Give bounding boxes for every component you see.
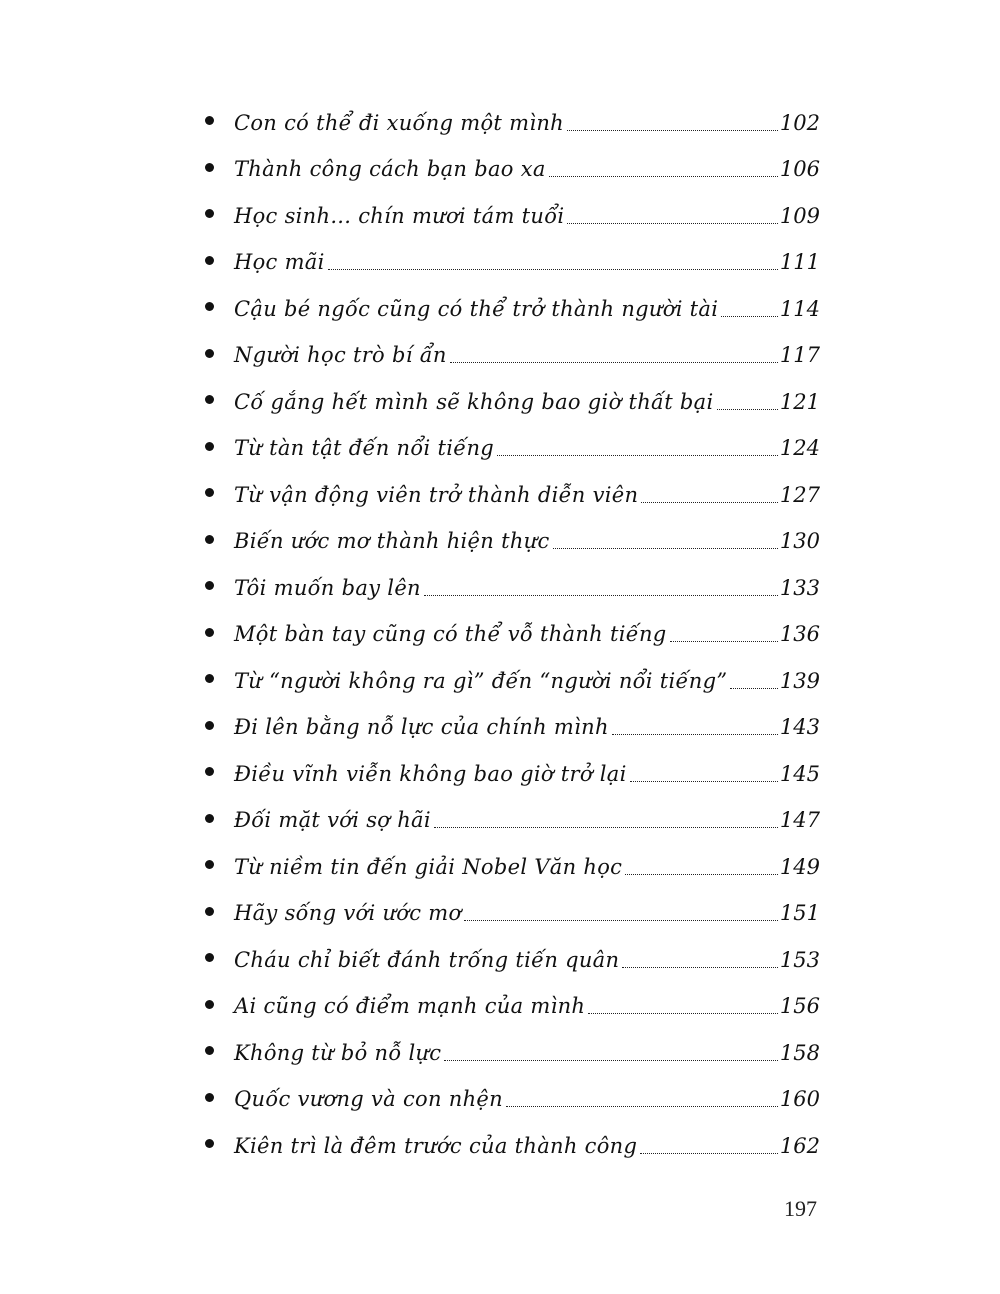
toc-entry-line <box>234 795 820 842</box>
bullet-icon <box>205 1093 214 1102</box>
toc-entry <box>200 1120 820 1167</box>
toc-entry-title: Thành công cách bạn bao xa <box>234 157 546 181</box>
dot-leader <box>553 548 778 549</box>
bullet-icon <box>205 488 214 497</box>
toc-entry-title: Biến ước mơ thành hiện thực <box>234 529 550 553</box>
bullet-icon <box>205 581 214 590</box>
toc-entry-page: 145 <box>779 761 820 786</box>
bullet-icon <box>205 767 214 776</box>
bullet-icon <box>205 349 214 358</box>
dot-leader <box>450 362 778 363</box>
page-number: 197 <box>784 1196 817 1221</box>
dot-leader <box>641 502 778 503</box>
toc-entry-line <box>234 841 820 888</box>
toc-entry <box>200 981 820 1028</box>
toc-entry-line <box>234 283 820 330</box>
toc-entry-title: Một bàn tay cũng có thể vỗ thành tiếng <box>234 622 667 646</box>
dot-leader <box>424 595 778 596</box>
bullet-icon <box>205 1139 214 1148</box>
toc-entry-title: Từ tàn tật đến nổi tiếng <box>234 436 495 460</box>
toc-entry-line <box>234 330 820 377</box>
bullet-icon <box>205 302 214 311</box>
toc-entry-page: 158 <box>779 1040 820 1065</box>
toc-entry-title: Tôi muốn bay lên <box>234 575 421 600</box>
dot-leader <box>567 130 778 131</box>
table-of-contents <box>200 97 820 1167</box>
bullet-icon <box>205 907 214 916</box>
toc-entry-title: Đối mặt với sợ hãi <box>234 808 431 832</box>
toc-entry <box>200 330 820 377</box>
bullet-icon <box>205 953 214 962</box>
toc-entry <box>200 562 820 609</box>
dot-leader <box>622 967 778 968</box>
bullet-icon <box>205 209 214 218</box>
toc-entry-title: Người học trò bí ẩn <box>234 343 447 367</box>
bullet-icon <box>205 256 214 265</box>
toc-entry-line <box>234 516 820 563</box>
toc-entry-line <box>234 423 820 470</box>
toc-entry <box>200 795 820 842</box>
dot-leader <box>588 1013 778 1014</box>
toc-entry <box>200 516 820 563</box>
dot-leader <box>630 781 778 782</box>
toc-entry-page: 136 <box>779 622 820 646</box>
toc-entry-title: Cố gắng hết mình sẽ không bao giờ thất bại <box>234 389 714 414</box>
toc-entry-title: Không từ bỏ nỗ lực <box>234 1040 442 1065</box>
toc-entry-line <box>234 934 820 981</box>
toc-entry-page: 111 <box>779 250 820 274</box>
dot-leader <box>721 316 778 317</box>
toc-entry-line <box>234 1074 820 1121</box>
toc-entry-title: Hãy sống với ước mơ <box>234 901 462 925</box>
bullet-icon <box>205 116 214 125</box>
toc-entry-title: Từ vận động viên trở thành diễn viên <box>234 482 639 507</box>
toc-entry <box>200 469 820 516</box>
toc-entry-page: 156 <box>779 994 820 1018</box>
bullet-icon <box>205 814 214 823</box>
bullet-icon <box>205 628 214 637</box>
toc-entry <box>200 609 820 656</box>
toc-entry-title: Điều vĩnh viễn không bao giờ trở lại <box>234 761 627 786</box>
toc-entry <box>200 934 820 981</box>
toc-entry-title: Cậu bé ngốc cũng có thể trở thành người tài <box>234 296 719 321</box>
toc-entry <box>200 1074 820 1121</box>
toc-entry-page: 117 <box>779 343 820 367</box>
toc-entry <box>200 841 820 888</box>
toc-entry-line <box>234 702 820 749</box>
toc-entry-page: 160 <box>779 1087 820 1111</box>
toc-entry-page: 139 <box>779 668 820 693</box>
toc-entry-page: 106 <box>779 157 820 181</box>
dot-leader <box>670 641 778 642</box>
toc-entry-line <box>234 144 820 191</box>
toc-entry-page: 102 <box>779 110 820 135</box>
toc-entry <box>200 144 820 191</box>
toc-entry-page: 124 <box>779 436 820 460</box>
toc-entry-line <box>234 237 820 284</box>
bullet-icon <box>205 163 214 172</box>
toc-entry-line <box>234 1120 820 1167</box>
toc-entry-page: 147 <box>779 808 820 832</box>
toc-entry-page: 121 <box>779 389 820 414</box>
toc-entry-page: 149 <box>779 854 820 879</box>
toc-entry <box>200 423 820 470</box>
toc-entry-line <box>234 97 820 144</box>
toc-entry <box>200 97 820 144</box>
toc-entry-page: 130 <box>779 529 820 553</box>
dot-leader <box>444 1060 778 1061</box>
toc-entry-line <box>234 655 820 702</box>
dot-leader <box>730 688 778 689</box>
toc-entry-page: 153 <box>779 947 820 972</box>
toc-entry-page: 114 <box>779 296 820 321</box>
toc-entry-title: Đi lên bằng nỗ lực của chính mình <box>234 715 609 739</box>
bullet-icon <box>205 1046 214 1055</box>
bullet-icon <box>205 442 214 451</box>
toc-entry-title: Học mãi <box>234 250 325 274</box>
bullet-icon <box>205 721 214 730</box>
toc-entry <box>200 888 820 935</box>
toc-entry-line <box>234 888 820 935</box>
bullet-icon <box>205 395 214 404</box>
dot-leader <box>506 1106 778 1107</box>
bullet-icon <box>205 860 214 869</box>
dot-leader <box>567 223 778 224</box>
dot-leader <box>625 874 778 875</box>
toc-entry-title: Cháu chỉ biết đánh trống tiến quân <box>234 947 620 972</box>
bullet-icon <box>205 535 214 544</box>
toc-entry-page: 143 <box>779 715 820 739</box>
toc-entry <box>200 376 820 423</box>
toc-entry-page: 127 <box>779 482 820 507</box>
toc-entry-line <box>234 190 820 237</box>
bullet-icon <box>205 1000 214 1009</box>
toc-entry <box>200 702 820 749</box>
dot-leader <box>612 734 778 735</box>
toc-entry-title: Ai cũng có điểm mạnh của mình <box>234 994 586 1018</box>
toc-entry-title: Từ “người không ra gì” đến “người nổi tiếng” <box>234 668 728 693</box>
toc-entry-title: Kiên trì là đêm trước của thành công <box>234 1133 638 1158</box>
dot-leader <box>549 176 778 177</box>
toc-entry-title: Học sinh... chín mươi tám tuổi <box>234 203 565 228</box>
toc-entry <box>200 655 820 702</box>
dot-leader <box>434 827 778 828</box>
toc-entry-line <box>234 469 820 516</box>
toc-entry-title: Con có thể đi xuống một mình <box>234 110 564 135</box>
toc-entry <box>200 748 820 795</box>
toc-entry-line <box>234 748 820 795</box>
dot-leader <box>640 1153 778 1154</box>
toc-entry-line <box>234 609 820 656</box>
toc-entry-page: 162 <box>779 1133 820 1158</box>
toc-entry-page: 109 <box>779 203 820 228</box>
toc-entry-page: 133 <box>779 575 820 600</box>
bullet-icon <box>205 674 214 683</box>
toc-entry <box>200 1027 820 1074</box>
toc-entry-title: Quốc vương và con nhện <box>234 1087 503 1111</box>
toc-entry-line <box>234 376 820 423</box>
toc-entry-line <box>234 562 820 609</box>
toc-entry-line <box>234 981 820 1028</box>
toc-entry-title: Từ niềm tin đến giải Nobel Văn học <box>234 854 623 879</box>
toc-entry <box>200 237 820 284</box>
toc-entry <box>200 190 820 237</box>
toc-entry <box>200 283 820 330</box>
dot-leader <box>328 269 778 270</box>
dot-leader <box>464 920 778 921</box>
dot-leader <box>717 409 778 410</box>
toc-entry-page: 151 <box>779 901 820 925</box>
dot-leader <box>497 455 778 456</box>
toc-entry-line <box>234 1027 820 1074</box>
